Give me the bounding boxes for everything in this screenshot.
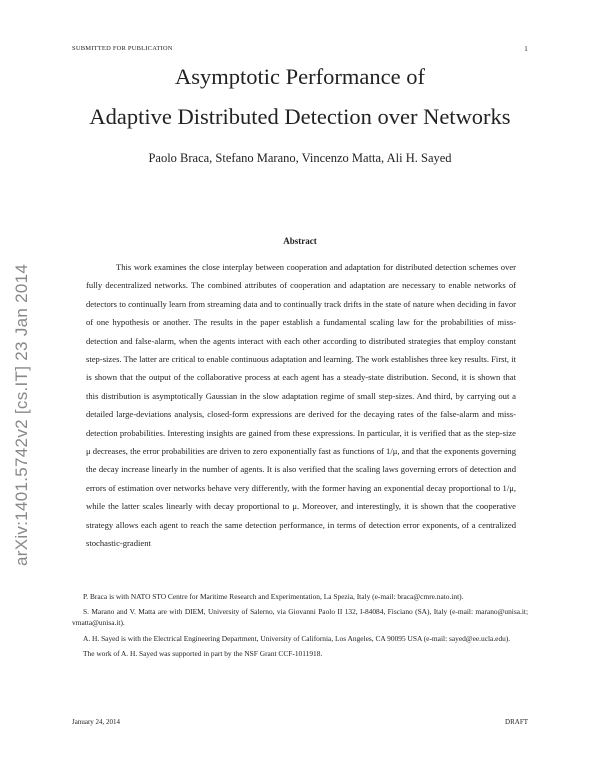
footnotes xyxy=(72,591,528,663)
header-text: SUBMITTED FOR PUBLICATION xyxy=(72,45,173,52)
running-header xyxy=(72,45,528,57)
page-number: 1 xyxy=(524,45,528,53)
footnote-affiliation: A. H. Sayed is with the Electrical Engineering Department, University of California, Los Angeles, CA 90095 USA (e-mail: sayed@ee.ucla.edu). xyxy=(83,633,511,643)
abstract-body: This work examines the close interplay between cooperation and adaptation for distributed detection schemes over fully decentralized networks. The combined attributes of cooperation and adaptation are necessary to enable networks of detectors to continually learn from streaming data and to continually track drifts in the state of nature when deciding in favor of one hypothesis or another. The results in the paper establish a fundamental scaling law for the probabilities of miss-detection and false-alarm, when the agents interact with each other according to distributed strategies that employ constant step-sizes. The latter are critical to enable continuous adaptation and learning. The work establishes three key results. First, it is shown that the output of the collaborative process at each agent has a steady-state distribution. Second, it is shown that this distribution is asymptotically Gaussian in the slow adaptation regime of small step-sizes. And third, by carrying out a detailed large-deviations analysis, closed-form expressions are derived for the decaying rates of the false-alarm and miss-detection probabilities. Interesting insights are gained from these expressions. In particular, it is verified that as the step-size μ decreases, the error probabilities are driven to zero exponentially fast as functions of 1/μ, and that the exponents governing the decay increase linearly in the number of agents. It is also verified that the scaling laws governing errors of detection and errors of estimation over networks behave very differently, with the former having an exponential decay proportional to 1/μ, while the latter scales linearly with decay proportional to μ. Moreover, and interestingly, it is shown that the cooperative strategy allows each agent to reach the same detection performance, in terms of detection error exponents, of a centralized stochastic-gradient xyxy=(86,262,516,549)
footnote-affiliation: S. Marano and V. Matta are with DIEM, University of Salerno, via Giovanni Paolo II 132, I-84084, Fisciano (SA), Italy (e-mail: marano@unisa.it; vmatta@unisa.it). xyxy=(72,607,528,628)
abstract-heading: Abstract xyxy=(283,236,317,246)
arxiv-stamp: arXiv:1401.5742v2 [cs.IT] 23 Jan 2014 xyxy=(12,263,31,566)
footnote-funding: The work of A. H. Sayed was supported in part by the NSF Grant CCF-1011918. xyxy=(83,648,323,658)
footnote-affiliation: P. Braca is with NATO STO Centre for Maritime Research and Experimentation, La Spezia, Italy (e-mail: braca@cmre.nato.int). xyxy=(83,592,464,601)
footer-date: January 24, 2014 xyxy=(72,718,121,726)
page-footer xyxy=(72,718,528,726)
paper-title-line-2: Adaptive Distributed Detection over Networks xyxy=(89,104,511,129)
paper-title-line-1: Asymptotic Performance of xyxy=(175,64,425,89)
author-list: Paolo Braca, Stefano Marano, Vincenzo Matta, Ali H. Sayed xyxy=(148,151,452,165)
footer-draft: DRAFT xyxy=(505,718,528,726)
